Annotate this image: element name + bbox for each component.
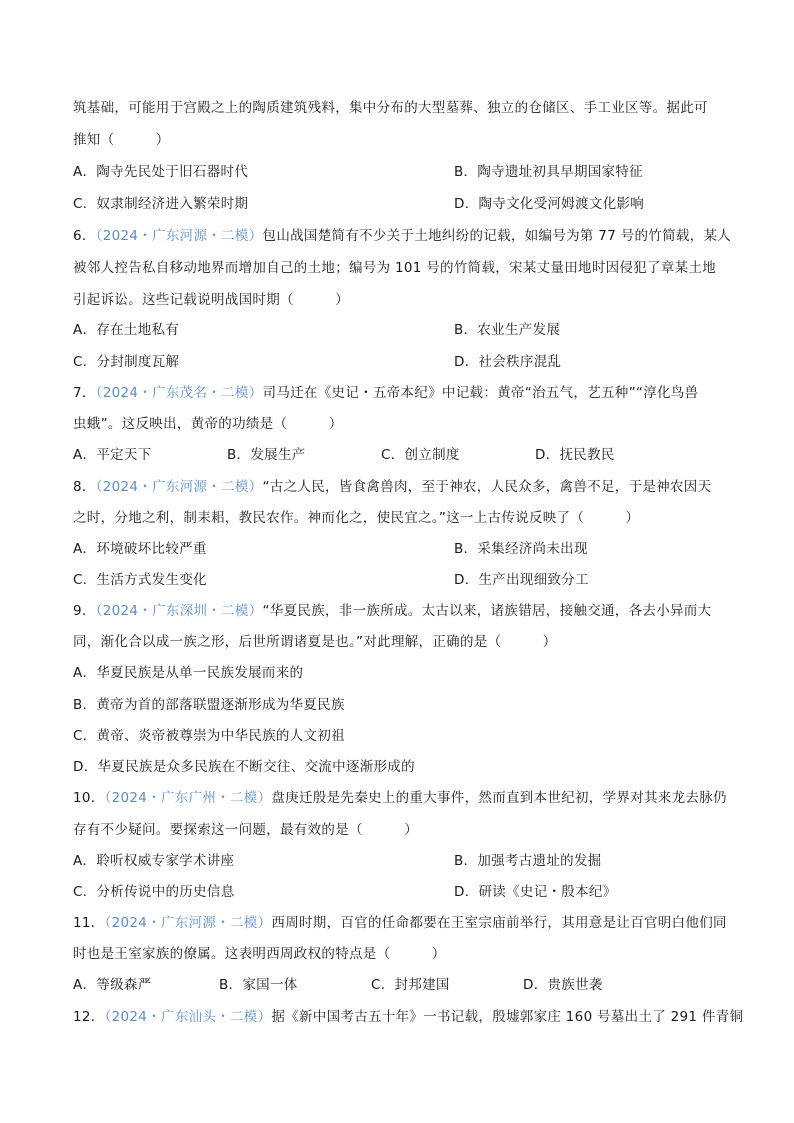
option-a[interactable]: A．聆听权威专家学术讲座	[73, 853, 235, 869]
question-5-options-row-1	[73, 162, 643, 182]
question-6-stem-line-2: 被邻人控告私自移动地界而增加自己的土地；编号为 101 号的竹简载，宋某丈量田地时因侵犯了章某土地	[73, 260, 717, 276]
question-stem: 盘庚迁殷是先秦史上的重大事件，然而直到本世纪初，学界对其来龙去脉仍	[271, 790, 727, 806]
question-source: （2024・广东河源・二模）	[95, 228, 263, 244]
question-number: 9．	[73, 603, 96, 619]
question-8-stem-line-1	[73, 477, 711, 497]
question-source: （2024・广东深圳・二模）	[95, 603, 263, 619]
question-6-stem-line-3: 引起诉讼。这些记载说明战国时期（ ）	[73, 292, 349, 308]
option-a[interactable]: A．等级森严	[73, 977, 152, 993]
option-b[interactable]: B．发展生产	[227, 447, 306, 463]
question-6-stem-line-1	[73, 226, 731, 246]
option-a[interactable]: A．环境破坏比较严重	[73, 541, 207, 557]
question-stem: 西周时期，百官的任命都要在王室宗庙前举行，其用意是让百官明白他们同	[271, 915, 727, 931]
option-c[interactable]: C．生活方式发生变化	[73, 572, 207, 588]
question-number: 8．	[73, 479, 96, 495]
option-d[interactable]: D．贵族世袭	[523, 977, 603, 993]
question-7-stem-line-1	[73, 383, 698, 403]
option-b[interactable]: B．家国一体	[219, 977, 298, 993]
question-12-stem-line-1	[73, 1007, 743, 1027]
question-source: （2024・广东广州・二模）	[104, 790, 272, 806]
question-10-options-row-1	[73, 851, 602, 871]
question-number: 7．	[73, 385, 96, 401]
question-stem: 司马迁在《史记・五帝本纪》中记载：黄帝“治五气，艺五种”“淳化鸟兽	[262, 385, 699, 401]
question-stem: “华夏民族，非一族所成。太古以来，诸族错居，接触交通，各去小异而大	[262, 603, 712, 619]
question-number: 6．	[73, 228, 96, 244]
option-d[interactable]: D．陶寺文化受河姆渡文化影响	[454, 196, 645, 212]
question-stem: 据《新中国考古五十年》一书记载，殷墟郭家庄 160 号墓出土了 291 件青铜	[271, 1009, 744, 1025]
question-8-stem-line-2: 之时，分地之利，制耒耜，教民农作。神而化之，使民宜之。”这一上古传说反映了（ ）	[73, 510, 640, 526]
option-a[interactable]: A．平定天下	[73, 447, 152, 463]
question-number: 12．	[73, 1009, 105, 1025]
question-9-option-c[interactable]: C．黄帝、炎帝被尊崇为中华民族的人文初祖	[73, 728, 345, 744]
option-b[interactable]: B．陶寺遗址初具早期国家特征	[454, 164, 643, 180]
question-9-stem-line-2: 同，渐化合以成一族之形，后世所谓诸夏是也。”对此理解，正确的是（ ）	[73, 634, 557, 650]
question-5-text-line-1: 筑基础，可能用于宫殿之上的陶质建筑残料，集中分布的大型墓葬、独立的仓储区、手工业区等。据此可	[73, 100, 708, 116]
question-5-text-line-2: 推知（ ）	[73, 132, 170, 148]
option-d[interactable]: D．抚民教民	[535, 447, 615, 463]
question-8-options-row-1	[73, 539, 588, 559]
question-5-options-row-2	[73, 194, 645, 214]
option-b[interactable]: B．采集经济尚未出现	[454, 541, 588, 557]
question-10-stem-line-2: 存有不少疑问。要探索这一问题，最有效的是（ ）	[73, 822, 418, 838]
option-b[interactable]: B．农业生产发展	[454, 322, 561, 338]
question-10-stem-line-1	[73, 788, 727, 808]
option-b[interactable]: B．加强考古遗址的发掘	[454, 853, 602, 869]
option-c[interactable]: C．分封制度瓦解	[73, 354, 180, 370]
option-d[interactable]: D．研读《史记・殷本纪》	[454, 884, 617, 900]
question-8-options-row-2	[73, 570, 589, 590]
option-a[interactable]: A．存在土地私有	[73, 322, 180, 338]
question-11-stem-line-2: 时也是王室家族的僚属。这表明西周政权的特点是（ ）	[73, 946, 446, 962]
option-d[interactable]: D．社会秩序混乱	[454, 354, 562, 370]
question-9-option-b[interactable]: B．黄帝为首的部落联盟逐渐形成为华夏民族	[73, 697, 345, 713]
question-source: （2024・广东汕头・二模）	[104, 1009, 272, 1025]
question-stem: “古之人民，皆食禽兽肉，至于神农，人民众多，禽兽不足，于是神农因天	[262, 479, 712, 495]
question-6-options-row-1	[73, 320, 561, 340]
option-d[interactable]: D．生产出现细致分工	[454, 572, 589, 588]
question-10-options-row-2	[73, 882, 617, 902]
question-11-stem-line-1	[73, 913, 727, 933]
option-c[interactable]: C．封邦建国	[371, 977, 450, 993]
question-6-options-row-2	[73, 352, 562, 372]
question-9-option-d[interactable]: D．华夏民族是众多民族在不断交往、交流中逐渐形成的	[73, 759, 415, 775]
option-c[interactable]: C．分析传说中的历史信息	[73, 884, 235, 900]
question-number: 11．	[73, 915, 105, 931]
question-7-stem-line-2: 虫蛾”。这反映出，黄帝的功绩是（ ）	[73, 416, 343, 432]
question-9-stem-line-1	[73, 601, 711, 621]
option-a[interactable]: A．陶寺先民处于旧石器时代	[73, 164, 249, 180]
option-c[interactable]: C．创立制度	[381, 447, 460, 463]
question-source: （2024・广东河源・二模）	[104, 915, 272, 931]
question-source: （2024・广东茂名・二模）	[95, 385, 263, 401]
option-c[interactable]: C．奴隶制经济进入繁荣时期	[73, 196, 249, 212]
question-number: 10．	[73, 790, 105, 806]
question-source: （2024・广东河源・二模）	[95, 479, 263, 495]
question-9-option-a[interactable]: A．华夏民族是从单一民族发展而来的	[73, 665, 304, 681]
question-stem: 包山战国楚简有不少关于土地纠纷的记载，如编号为第 77 号的竹简载，某人	[262, 228, 732, 244]
